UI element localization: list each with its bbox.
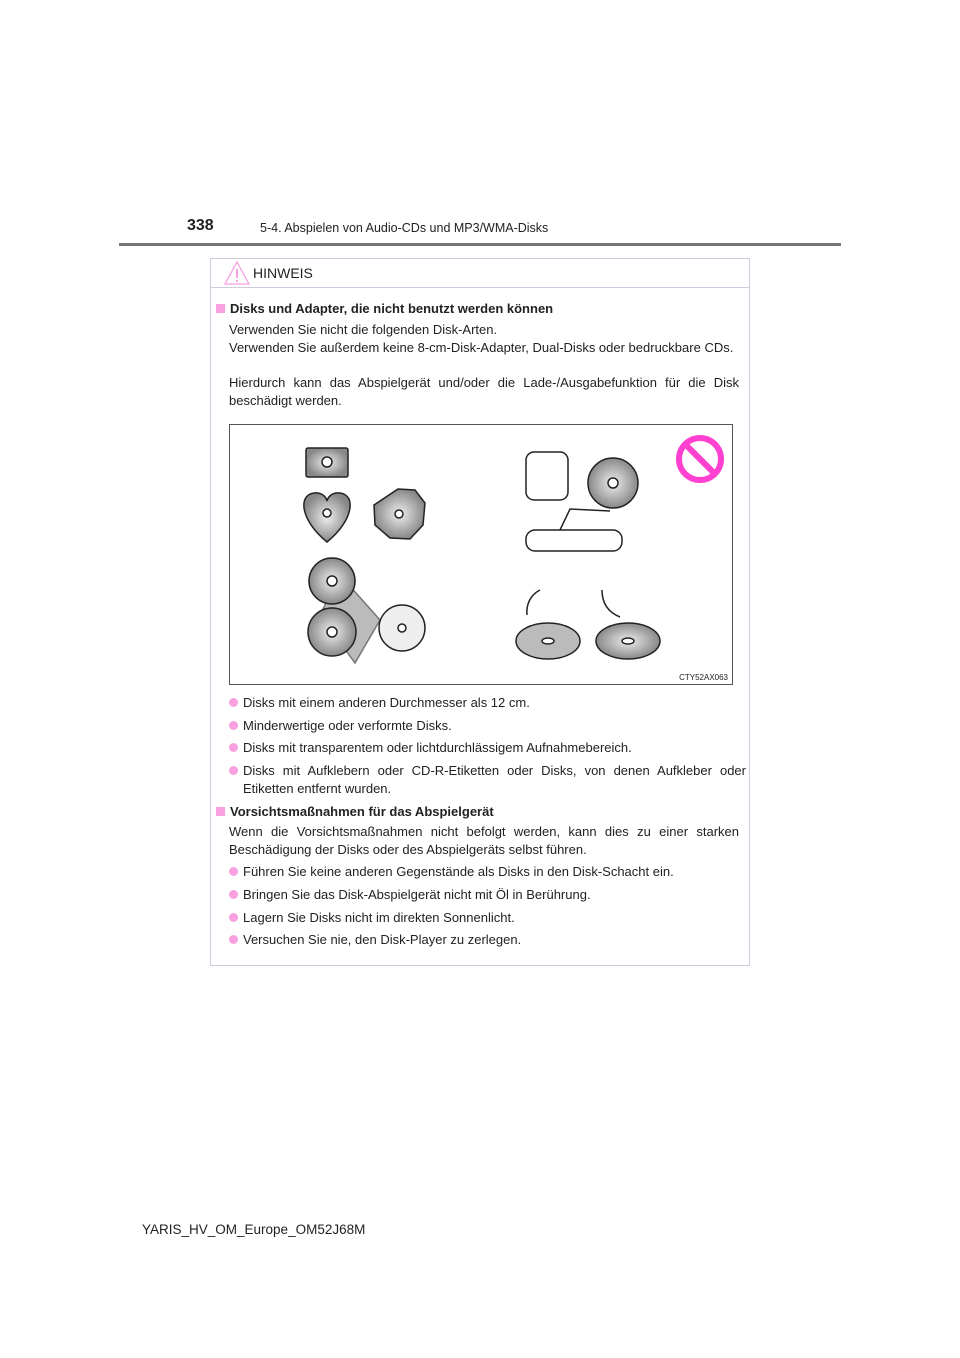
list-item-text: Disks mit einem anderen Durchmesser als 12 cm. bbox=[243, 695, 530, 710]
list-item bbox=[243, 863, 746, 881]
footer-doc-id: YARIS_HV_OM_Europe_OM52J68M bbox=[142, 1222, 366, 1237]
list-item bbox=[243, 886, 746, 904]
paragraph: Verwenden Sie nicht die folgenden Disk-Arten. bbox=[229, 322, 498, 337]
bullet-icon bbox=[229, 743, 238, 752]
notice-box bbox=[210, 258, 750, 966]
list-item-text: Minderwertige oder verformte Disks. bbox=[243, 718, 452, 733]
list-item-text: Versuchen Sie nie, den Disk-Player zu zerlegen. bbox=[243, 932, 522, 947]
list-item bbox=[243, 694, 746, 712]
list-item bbox=[243, 739, 746, 757]
list-item bbox=[243, 909, 746, 927]
notice-header bbox=[211, 259, 749, 288]
bullet-icon bbox=[229, 935, 238, 944]
paragraph: Verwenden Sie außerdem keine 8-cm-Disk-Adapter, Dual-Disks oder bedruckbare CDs. bbox=[229, 340, 734, 355]
list-item-text: Lagern Sie Disks nicht im direkten Sonnenlicht. bbox=[243, 910, 515, 925]
paragraph: Wenn die Vorsichtsmaßnahmen nicht befolgt werden, kann dies zu einer starken Beschädigung der Disks oder des Abspielgeräts selbst führen. bbox=[229, 824, 739, 857]
header-rule bbox=[119, 243, 841, 246]
section-heading-text: Disks und Adapter, die nicht benutzt werden können bbox=[230, 301, 554, 316]
section-heading-text: Vorsichtsmaßnahmen für das Abspielgerät bbox=[230, 804, 494, 819]
bullet-icon bbox=[229, 913, 238, 922]
figure-id: CTY52AX063 bbox=[679, 673, 728, 682]
notice-title: HINWEIS bbox=[253, 265, 313, 281]
disk-illustration bbox=[229, 424, 733, 685]
bullet-icon bbox=[229, 867, 238, 876]
unsuitable-disks-drawing bbox=[230, 425, 732, 684]
page-number: 338 bbox=[187, 217, 214, 234]
bullet-icon bbox=[229, 890, 238, 899]
list-item-text: Führen Sie keine anderen Gegenstände als Disks in den Disk-Schacht ein. bbox=[243, 864, 674, 879]
list-item bbox=[243, 717, 746, 735]
list-item-text: Disks mit transparentem oder lichtdurchlässigem Aufnahmebereich. bbox=[243, 740, 632, 755]
section-heading bbox=[216, 300, 553, 318]
paragraph: Hierdurch kann das Abspielgerät und/oder die Lade-/Ausgabefunktion für die Disk beschädigt werden. bbox=[229, 375, 739, 408]
list-item-text: Bringen Sie das Disk-Abspielgerät nicht mit Öl in Berührung. bbox=[243, 887, 591, 902]
square-bullet-icon bbox=[216, 304, 225, 313]
square-bullet-icon bbox=[216, 807, 225, 816]
bullet-icon bbox=[229, 766, 238, 775]
section-heading bbox=[216, 803, 494, 821]
bullet-icon bbox=[229, 698, 238, 707]
list-item bbox=[243, 931, 746, 949]
list-item bbox=[243, 762, 746, 798]
warning-icon bbox=[224, 261, 250, 285]
chapter-title: 5-4. Abspielen von Audio-CDs und MP3/WMA-Disks bbox=[260, 221, 549, 235]
list-item-text: Disks mit Aufklebern oder CD-R-Etiketten oder Disks, von denen Aufkleber oder Etiketten entfernt wurden. bbox=[243, 763, 746, 796]
prohibited-icon bbox=[679, 438, 721, 480]
bullet-icon bbox=[229, 721, 238, 730]
